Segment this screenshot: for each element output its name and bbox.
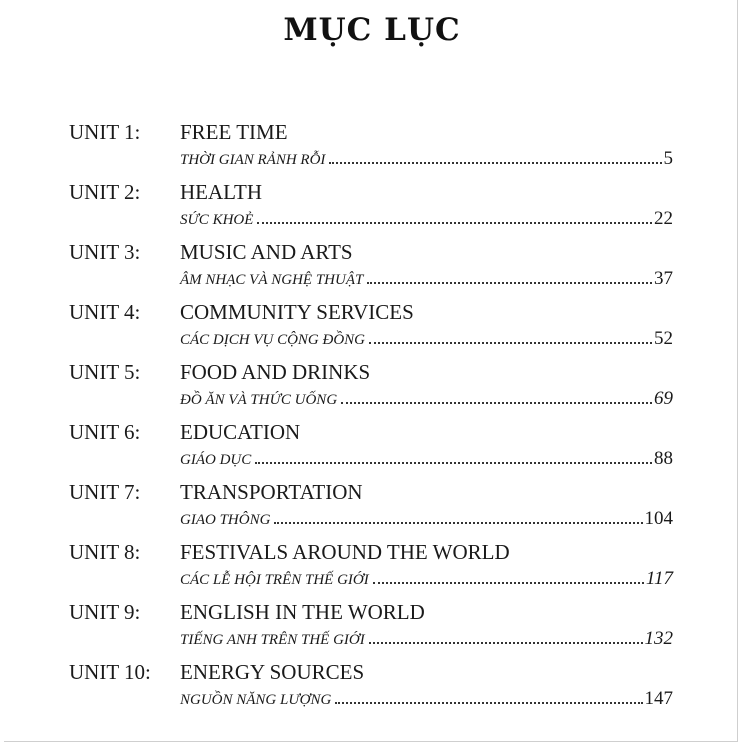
unit-title: ENGLISH IN THE WORLD	[180, 600, 425, 624]
toc-entry-unit-7[interactable]	[69, 477, 673, 537]
page-number: 88	[654, 448, 673, 469]
table-of-contents	[69, 117, 673, 717]
toc-entry-unit-6[interactable]	[69, 417, 673, 477]
page-number: 22	[654, 208, 673, 229]
page-number: 147	[644, 688, 673, 709]
toc-entry-unit-8[interactable]	[69, 537, 673, 597]
unit-title: FREE TIME	[180, 120, 288, 144]
page-title: MỤC LỤC	[283, 12, 461, 48]
unit-title: ENERGY SOURCES	[180, 660, 365, 684]
unit-number: UNIT 7:	[69, 480, 141, 504]
toc-entry-unit-9[interactable]	[69, 597, 673, 657]
unit-number: UNIT 1:	[69, 120, 141, 144]
leader-line	[180, 148, 673, 170]
dot-leader	[329, 161, 661, 164]
unit-subtitle: NGUỒN NĂNG LƯỢNG	[180, 692, 332, 708]
unit-number: UNIT 8:	[69, 540, 141, 564]
unit-title: FESTIVALS AROUND THE WORLD	[180, 540, 510, 564]
unit-number: UNIT 3:	[69, 240, 141, 264]
unit-subtitle: GIÁO DỤC	[180, 452, 252, 468]
dot-leader	[341, 401, 652, 404]
toc-entry-unit-10[interactable]	[69, 657, 673, 717]
toc-entry-unit-5[interactable]	[69, 357, 673, 417]
unit-title: FOOD AND DRINKS	[180, 360, 371, 384]
dot-leader	[257, 221, 652, 224]
page-number: 104	[644, 508, 673, 529]
page-number: 5	[663, 148, 673, 169]
page-number: 132	[644, 628, 673, 649]
unit-number: UNIT 5:	[69, 360, 141, 384]
dot-leader	[373, 581, 644, 584]
unit-subtitle: GIAO THÔNG	[180, 512, 271, 528]
leader-line	[180, 508, 673, 530]
unit-title: HEALTH	[180, 180, 263, 204]
unit-number: UNIT 9:	[69, 600, 141, 624]
unit-subtitle: CÁC DỊCH VỤ CỘNG ĐỒNG	[180, 332, 366, 348]
unit-subtitle: SỨC KHOẺ	[180, 212, 254, 228]
leader-line	[180, 628, 673, 650]
page-number: 117	[645, 568, 673, 589]
dot-leader	[367, 281, 652, 284]
unit-number: UNIT 10:	[69, 660, 151, 684]
unit-number: UNIT 6:	[69, 420, 141, 444]
toc-entry-unit-1[interactable]	[69, 117, 673, 177]
leader-line	[180, 328, 673, 350]
leader-line	[180, 388, 673, 410]
dot-leader	[274, 521, 642, 524]
leader-line	[180, 268, 673, 290]
page-number: 37	[654, 268, 673, 289]
page-number: 52	[654, 328, 673, 349]
toc-entry-unit-3[interactable]	[69, 237, 673, 297]
leader-line	[180, 208, 673, 230]
dot-leader	[369, 641, 643, 644]
page-number: 69	[654, 388, 673, 409]
toc-entry-unit-2[interactable]	[69, 177, 673, 237]
dot-leader	[335, 701, 642, 704]
unit-subtitle: ÂM NHẠC VÀ NGHỆ THUẬT	[180, 272, 364, 288]
unit-subtitle: CÁC LỄ HỘI TRÊN THẾ GIỚI	[180, 572, 369, 588]
unit-title: TRANSPORTATION	[180, 480, 363, 504]
unit-title: COMMUNITY SERVICES	[180, 300, 414, 324]
unit-subtitle: THỜI GIAN RẢNH RỖI	[180, 152, 326, 168]
unit-subtitle: TIẾNG ANH TRÊN THẾ GIỚI	[180, 632, 365, 648]
toc-entry-unit-4[interactable]	[69, 297, 673, 357]
dot-leader	[369, 341, 652, 344]
unit-title: MUSIC AND ARTS	[180, 240, 353, 264]
unit-title: EDUCATION	[180, 420, 301, 444]
unit-subtitle: ĐỒ ĂN VÀ THỨC UỐNG	[180, 392, 338, 408]
unit-number: UNIT 2:	[69, 180, 141, 204]
unit-number: UNIT 4:	[69, 300, 141, 324]
leader-line	[180, 568, 673, 590]
leader-line	[180, 688, 673, 710]
dot-leader	[255, 461, 652, 464]
leader-line	[180, 448, 673, 470]
